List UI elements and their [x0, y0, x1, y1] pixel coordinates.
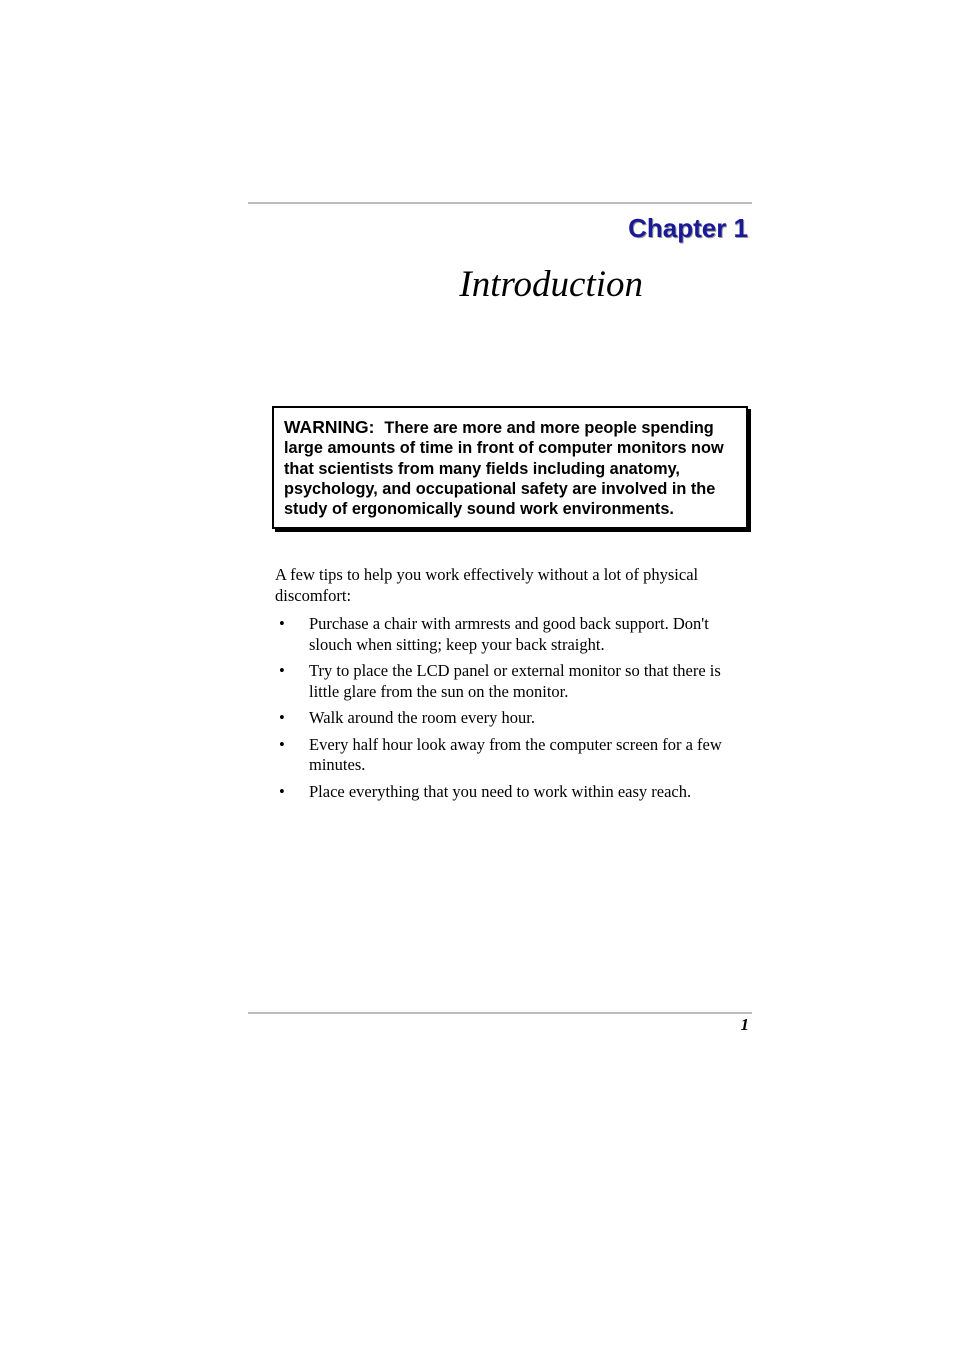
list-item — [275, 708, 745, 729]
header-rule — [248, 202, 752, 204]
list-item — [275, 735, 745, 776]
bullet-icon: • — [279, 661, 285, 680]
bullet-icon: • — [279, 734, 285, 754]
tip-text: Every half hour look away from the computer screen for a few minutes. — [309, 734, 722, 774]
bullet-icon: • — [279, 781, 285, 801]
footer-rule — [248, 1012, 752, 1014]
tips-list — [275, 614, 745, 808]
chapter-label: Chapter 1 — [628, 213, 748, 243]
list-item — [275, 614, 745, 655]
page-number: 1 — [740, 1015, 749, 1034]
tip-text: Try to place the LCD panel or external monitor so that there is little glare from the sun on the monitor. — [309, 661, 721, 701]
tip-text: Walk around the room every hour. — [309, 708, 535, 727]
bullet-icon: • — [279, 708, 285, 727]
warning-text: There are more and more people spending large amounts of time in front of computer monitors now that scientists from many fields including anatomy, psychology, and occupational safety are involved in the study of ergonomically sound work environments. — [284, 419, 724, 519]
list-item — [275, 782, 745, 803]
page-title: Introduction — [459, 264, 643, 305]
warning-box — [272, 406, 748, 529]
list-item — [275, 661, 745, 702]
warning-label: WARNING: — [284, 417, 375, 437]
tip-text: Purchase a chair with armrests and good back support. Don't slouch when sitting; keep your back straight. — [309, 614, 709, 654]
tip-text: Place everything that you need to work within easy reach. — [309, 781, 692, 801]
bullet-icon: • — [279, 614, 285, 633]
intro-paragraph: A few tips to help you work effectively without a lot of physical discomfort: — [275, 565, 699, 605]
